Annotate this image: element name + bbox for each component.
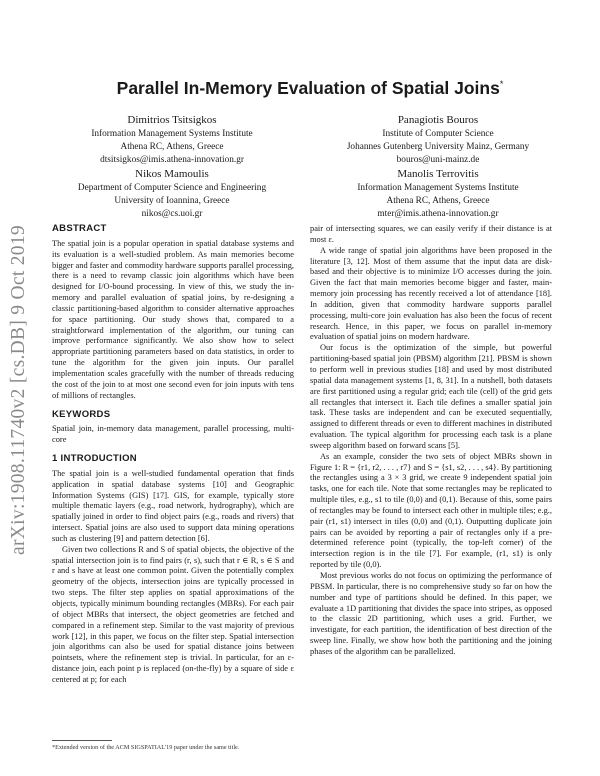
right-column (310, 224, 552, 658)
body-paragraph: As an example, consider the two sets of object MBRs shown in Figure 1: R = {r1, r2, . . . , r7} and S = {s1, s2, . . . , s4}. By partitioning the rectangles using a 3 × 3 grid, we create 9 independent spatial join tasks, one for each tile. Note that some rectangles may be replicated to multiple tiles, e.g., s1 to tile (0,0) and (0,1). Because of this, some pairs of rectangles may be found to intersect each other in multiple tiles; e.g., pair (r1, s1) intersect in tiles (0,0) and (0,1). Outputting duplicate join pairs can be avoided by reporting a pair of rectangles only if a pre-determined reference point (typically, the top-left corner) of the intersection region is in the tile [7]. For example, (r1, s1) is only reported by tile (0,0). (310, 451, 552, 570)
author-block (52, 112, 292, 167)
abstract-text: The spatial join is a popular operation in spatial database systems and its evaluation is a well-studied problem. As main memories become bigger and faster and commodity hardware supports parallel processing, there is a need to revamp classic join algorithms which have been designed for I/O-bound processing. In view of this, we study the in-memory and parallel evaluation of spatial joins, by re-designing a classic partitioning-based algorithm to consider alternative approaches for space partitioning. Our study shows that, compared to a straightforward implementation of the algorithm, our tuning can improve performance significantly. We also show how to select appropriate partitioning parameters based on data statistics, in order to tune the algorithm for the given join inputs. Our parallel implementation scales gracefully with the number of threads reducing the cost of the join to at most one second even for join inputs with tens of millions of rectangles. (52, 238, 294, 400)
author-email: nikos@cs.uoi.gr (141, 209, 203, 219)
author-block (318, 166, 558, 221)
arxiv-stamp: arXiv:1908.11740v2 [cs.DB] 9 Oct 2019 (8, 225, 30, 555)
author-location: Athena RC, Athens, Greece (386, 196, 490, 206)
author-name: Dimitrios Tsitsigkos (127, 114, 217, 126)
paper-title (60, 78, 560, 99)
title-text: Parallel In-Memory Evaluation of Spatial Joins (116, 78, 500, 98)
author-affiliation: Department of Computer Science and Engineering (77, 183, 267, 193)
intro-paragraph: Given two collections R and S of spatial objects, the objective of the spatial intersection join is to find pairs (r, s), such that r ∈ R, s ∈ S and r and s have at least one common point. Given the potentially complex geometry of the objects, intersection joins are typically processed in two steps. The filter step applies on spatial approximations of the objects, typically minimum bounding rectangles (MBRs). For each pair of object MBRs that intersect, the object geometries are fetched and compared in a refinement step. Similar to the vast majority of previous work [12], in this paper, we focus on the filter step. Spatial intersection join algorithms can also be used for spatial distance joins between pointsets, where the refinement step is trivial. In particular, for an ε-distance join, each point p is replaced (on-the-fly) by a square of side ε centered at p; for each (52, 544, 294, 684)
body-paragraph: Our focus is the optimization of the simple, but powerful partitioning-based spatial join (PBSM) algorithm [21]. PBSM is shown to perform well in previous studies [18] and used by most distributed spatial data management systems [1, 8, 31]. In a nutshell, both datasets are first partitioned using a regular grid; each tile (cell) of the grid gets all rectangles that intersect it. Each tile defines a smaller spatial join task. These tasks are independent and can be executed sequentially, assigned to different threads or even to different machines in distributed evaluation. The typical algorithm for processing each task is a plane sweep algorithm based on forward scans [5]. (310, 343, 552, 450)
author-email: dtsitsigkos@imis.athena-innovation.gr (100, 155, 244, 165)
author-email: mter@imis.athena-innovation.gr (377, 209, 499, 219)
author-affiliation: Institute of Computer Science (382, 129, 494, 139)
keywords-heading: KEYWORDS (52, 408, 111, 420)
author-affiliation: Information Management Systems Institute (91, 129, 253, 139)
author-name: Nikos Mamoulis (135, 168, 209, 180)
title-footnote-mark: * (499, 79, 504, 90)
footnote: *Extended version of the ACM SIGSPATIAL'19 paper under the same title. (52, 744, 240, 751)
footnote-rule (52, 740, 112, 741)
author-affiliation: Information Management Systems Institute (357, 183, 519, 193)
author-block (52, 166, 292, 221)
body-paragraph: A wide range of spatial join algorithms have been proposed in the literature [3, 12]. Most of them assume that the input data are disk-based and their objective is to minimize I/O accesses during the join. Given the fact that main memories become bigger and faster, main-memory join processing has recently received a lot of attendance [18]. In addition, given that commodity hardware supports parallel processing, multi-core join evaluation has also been the focus of recent research. Hence, in this paper, we focus on parallel in-memory evaluation of spatial joins on modern hardware. (310, 245, 552, 342)
author-location: Athena RC, Athens, Greece (120, 142, 224, 152)
author-block (318, 112, 558, 167)
abstract-heading: ABSTRACT (52, 223, 107, 234)
keywords-text: Spatial join, in-memory data management, parallel processing, multi-core (52, 424, 294, 445)
intro-paragraph: The spatial join is a well-studied fundamental operation that finds application in spatial database systems [10] and Geographic Information Systems (GIS) [17]. GIS, for example, typically store multiple thematic layers (e.g., road network, hydrography), which are spatially joined in order to find object pairs (e.g., roads and rivers) that intersect. Spatial joins are also used to support data mining operations such as clustering [9] and pattern detection [6]. (52, 468, 294, 543)
author-location: Johannes Gutenberg University Mainz, Germany (346, 142, 530, 152)
author-email: bouros@uni-mainz.de (396, 155, 480, 165)
author-name: Manolis Terrovitis (397, 168, 479, 180)
left-column (52, 224, 294, 686)
body-paragraph: Most previous works do not focus on optimizing the performance of PBSM. In particular, there is no comprehensive study so far on how the number and type of partitions should be defined. In this paper, we evaluate a 1D partitioning that divides the space into stripes, as opposed to the classic 2D partitioning, which uses a grid. Further, we investigate, for each partition, the identification of best direction of the sweep line. Finally, we show how both the partitioning and the joining phases of the algorithm can be parallelized. (310, 571, 552, 656)
intro-heading: 1 INTRODUCTION (52, 453, 137, 465)
author-location: University of Ioannina, Greece (114, 196, 230, 206)
author-name: Panagiotis Bouros (397, 114, 479, 126)
body-paragraph: pair of intersecting squares, we can easily verify if their distance is at most ε. (310, 224, 552, 244)
